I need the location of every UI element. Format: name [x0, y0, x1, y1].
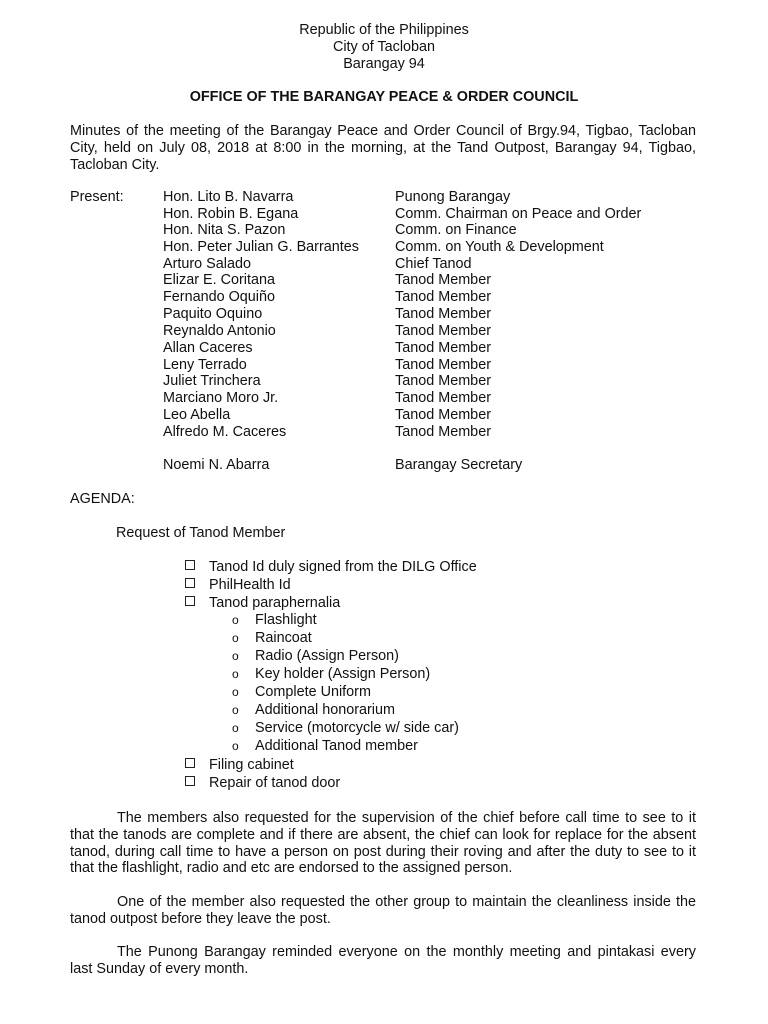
attendee-row [0, 340, 768, 357]
agenda-sub-item-text: Additional honorarium [255, 702, 395, 718]
agenda-sub-item-text: Additional Tanod member [255, 738, 418, 754]
agenda-sub-item [232, 738, 418, 756]
attendee-name: Hon. Peter Julian G. Barrantes [163, 239, 359, 255]
attendee-role: Tanod Member [395, 340, 491, 356]
agenda-sub-item-text: Service (motorcycle w/ side car) [255, 720, 459, 736]
agenda-item-text: Tanod Id duly signed from the DILG Office [209, 559, 477, 575]
agenda-label: AGENDA: [70, 491, 135, 507]
body-paragraph: The Punong Barangay reminded everyone on the monthly meeting and pintakasi every last Sunday of every month. [70, 944, 696, 977]
circle-bullet-icon: o [232, 685, 239, 699]
attendee-role: Tanod Member [395, 357, 491, 373]
attendee-name: Reynaldo Antonio [163, 323, 276, 339]
attendee-row [0, 189, 768, 206]
agenda-item-text: Repair of tanod door [209, 775, 341, 791]
attendee-name: Allan Caceres [163, 340, 253, 356]
circle-bullet-icon: o [232, 721, 239, 735]
present-label: Present: [70, 189, 124, 205]
agenda-sub-item [232, 612, 317, 630]
agenda-sub-item-text: Complete Uniform [255, 684, 371, 700]
agenda-item-text: PhilHealth Id [209, 577, 291, 593]
attendee-name: Leo Abella [163, 407, 231, 423]
agenda-sub-item [232, 720, 459, 738]
attendee-role: Tanod Member [395, 373, 491, 389]
circle-bullet-icon: o [232, 703, 239, 717]
circle-bullet-icon: o [232, 739, 239, 753]
attendee-name: Juliet Trinchera [163, 373, 261, 389]
attendee-name: Arturo Salado [163, 256, 251, 272]
circle-bullet-icon: o [232, 631, 239, 645]
header-republic: Republic of the Philippines [299, 22, 469, 38]
attendee-row [0, 206, 768, 223]
body-paragraph: The members also requested for the supervision of the chief before call time to see to it that the tanods are complete and if there are absent, the chief can look for replace for the absent tanod, during call time to have a person on post during their roving and after the duty to see to it that the flashlight, radio and etc are endorsed to the assigned person. [70, 810, 696, 877]
attendee-role: Tanod Member [395, 289, 491, 305]
attendee-role: Tanod Member [395, 424, 491, 440]
agenda-sub-item [232, 630, 312, 648]
header-city: City of Tacloban [332, 39, 436, 55]
attendee-role: Comm. on Finance [395, 222, 517, 238]
attendee-role: Punong Barangay [395, 189, 511, 205]
secretary-name: Noemi N. Abarra [163, 457, 270, 473]
attendee-name: Leny Terrado [163, 357, 247, 373]
attendee-name: Hon. Robin B. Egana [163, 206, 299, 222]
attendee-role: Chief Tanod [395, 256, 472, 272]
body-paragraph: One of the member also requested the other group to maintain the cleanliness inside the tanod outpost before they leave the post. [70, 894, 696, 927]
agenda-sub-item-text: Radio (Assign Person) [255, 648, 399, 664]
agenda-item [185, 757, 294, 775]
attendee-row [0, 390, 768, 407]
attendee-row [0, 323, 768, 340]
agenda-sub-item [232, 684, 371, 702]
attendee-row [0, 256, 768, 273]
attendee-row [0, 239, 768, 256]
agenda-item [185, 775, 340, 793]
secretary-role: Barangay Secretary [395, 457, 523, 473]
agenda-sub-item-text: Flashlight [255, 612, 317, 628]
checkbox-square-icon [185, 560, 195, 570]
attendee-role: Comm. on Youth & Development [395, 239, 604, 255]
attendee-name: Hon. Lito B. Navarra [163, 189, 294, 205]
circle-bullet-icon: o [232, 649, 239, 663]
circle-bullet-icon: o [232, 667, 239, 681]
attendee-name: Paquito Oquino [163, 306, 263, 322]
intro-paragraph: Minutes of the meeting of the Barangay Peace and Order Council of Brgy.94, Tigbao, Tacloban City, held on July 08, 2018 at 8:00 in the morning, at the Tand Outpost, Barangay 94, Tigbao, Tacloban City. [70, 123, 696, 173]
attendee-name: Fernando Oquiño [163, 289, 276, 305]
agenda-sub-item [232, 666, 430, 684]
checkbox-square-icon [185, 776, 195, 786]
office-title: OFFICE OF THE BARANGAY PEACE & ORDER COUNCIL [189, 89, 579, 105]
attendee-name: Alfredo M. Caceres [163, 424, 287, 440]
attendee-row [0, 357, 768, 374]
secretary-row [0, 457, 768, 474]
attendee-row [0, 289, 768, 306]
attendee-role: Comm. Chairman on Peace and Order [395, 206, 642, 222]
attendee-name: Elizar E. Coritana [163, 272, 275, 288]
agenda-request: Request of Tanod Member [116, 525, 286, 541]
circle-bullet-icon: o [232, 613, 239, 627]
agenda-item-text: Filing cabinet [209, 757, 294, 773]
attendee-row [0, 272, 768, 289]
attendee-role: Tanod Member [395, 323, 491, 339]
checkbox-square-icon [185, 578, 195, 588]
agenda-sub-item-text: Raincoat [255, 630, 312, 646]
header-barangay: Barangay 94 [343, 56, 425, 72]
attendee-role: Tanod Member [395, 407, 491, 423]
checkbox-square-icon [185, 596, 195, 606]
attendee-role: Tanod Member [395, 306, 491, 322]
agenda-sub-item [232, 702, 395, 720]
agenda-item [185, 595, 340, 613]
attendee-name: Marciano Moro Jr. [163, 390, 279, 406]
checkbox-square-icon [185, 758, 195, 768]
agenda-sub-item-text: Key holder (Assign Person) [255, 666, 431, 682]
attendee-role: Tanod Member [395, 272, 491, 288]
attendee-row [0, 407, 768, 424]
agenda-item [185, 559, 477, 577]
agenda-item [185, 577, 291, 595]
attendee-row [0, 424, 768, 441]
attendee-row [0, 306, 768, 323]
attendee-role: Tanod Member [395, 390, 491, 406]
attendee-row [0, 373, 768, 390]
agenda-sub-item [232, 648, 399, 666]
attendee-row [0, 222, 768, 239]
attendee-name: Hon. Nita S. Pazon [163, 222, 286, 238]
agenda-item-text: Tanod paraphernalia [209, 595, 341, 611]
